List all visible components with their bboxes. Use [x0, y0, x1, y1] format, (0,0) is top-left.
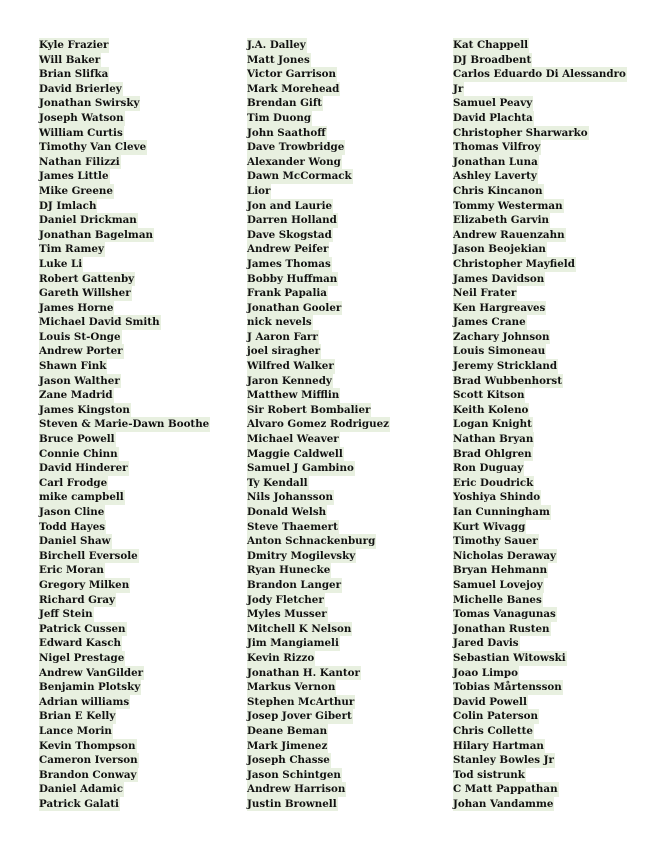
name-entry: Christopher Mayfield — [453, 257, 575, 270]
name-entry: David Hinderer — [39, 462, 128, 475]
name-entry: Zane Madrid — [39, 389, 113, 402]
name-entry: James Little — [39, 170, 109, 183]
name-entry: Sebastian Witowski — [453, 651, 566, 664]
name-entry: James Horne — [39, 301, 114, 314]
name-entry: Elizabeth Garvin — [453, 214, 550, 227]
name-entry: Mark Jimenez — [247, 739, 328, 752]
name-entry: Brandon Conway — [39, 768, 137, 781]
name-entry: J.A. Dalley — [247, 39, 306, 51]
name-entry: Keith Koleno — [453, 403, 529, 416]
name-entry: Lance Morin — [39, 724, 112, 737]
name-entry: Hilary Hartman — [453, 739, 544, 752]
name-entry: Gareth Willsher — [39, 287, 131, 300]
name-entry: Alvaro Gomez Rodriguez — [247, 418, 390, 431]
name-entry: Jeff Stein — [39, 608, 93, 621]
name-entry: DJ Imlach — [39, 199, 97, 212]
name-entry: Jim Mangiameli — [247, 637, 339, 650]
name-entry: Todd Hayes — [39, 520, 106, 533]
name-entry: Christopher Sharwarko — [453, 126, 588, 139]
name-entry: Tommy Westerman — [453, 199, 563, 212]
name-entry: Tomas Vanagunas — [453, 608, 556, 621]
name-entry: Mike Greene — [39, 184, 113, 197]
name-entry: Victor Garrison — [247, 68, 337, 81]
name-entry: Matt Jones — [247, 53, 310, 66]
name-entry: David Brierley — [39, 82, 122, 95]
name-entry: Kyle Frazier — [39, 39, 109, 51]
name-entry: Bobby Huffman — [247, 272, 338, 285]
name-entry: Dawn McCormack — [247, 170, 352, 183]
name-entry: Andrew Porter — [39, 345, 123, 358]
name-entry: Lior — [247, 184, 271, 197]
names-column-3 — [453, 38, 627, 811]
name-entry: Nigel Prestage — [39, 651, 125, 664]
name-entry: Ty Kendall — [247, 476, 308, 489]
name-entry: Stanley Bowles Jr — [453, 754, 554, 767]
name-entry: Joseph Watson — [39, 111, 124, 124]
name-entry: Dmitry Mogilevsky — [247, 549, 356, 562]
name-entry: Jaron Kennedy — [247, 374, 332, 387]
name-entry: Dave Trowbridge — [247, 141, 345, 154]
name-entry: Nils Johansson — [247, 491, 333, 504]
name-entry: Tobias Mårtensson — [453, 681, 562, 694]
name-entry: Daniel Drickman — [39, 214, 137, 227]
name-entry: Jr — [453, 82, 464, 95]
name-entry: Johan Vandamme — [453, 797, 554, 810]
name-entry: Jason Schintgen — [247, 768, 341, 781]
name-entry: Wilfred Walker — [247, 360, 334, 373]
name-entry: Colin Paterson — [453, 710, 538, 723]
name-entry: DJ Broadbent — [453, 53, 532, 66]
name-entry: Gregory Milken — [39, 578, 130, 591]
name-entry: David Plachta — [453, 111, 533, 124]
name-entry: Matthew Mifflin — [247, 389, 340, 402]
name-entry: Alexander Wong — [247, 155, 341, 168]
name-entry: Jonathan Swirsky — [39, 97, 140, 110]
name-entry: Ryan Hunecke — [247, 564, 331, 577]
name-entry: Andrew Peifer — [247, 243, 329, 256]
name-entry: Neil Frater — [453, 287, 517, 300]
name-entry: Ken Hargreaves — [453, 301, 546, 314]
name-entry: Brad Wubbenhorst — [453, 374, 562, 387]
name-entry: Ron Duguay — [453, 462, 524, 475]
name-entry: Jonathan Gooler — [247, 301, 342, 314]
name-entry: Brendan Gift — [247, 97, 322, 110]
name-entry: Patrick Galati — [39, 797, 119, 810]
name-entry: Jonathan H. Kantor — [247, 666, 360, 679]
name-entry: Bruce Powell — [39, 433, 115, 446]
name-entry: Chris Collette — [453, 724, 533, 737]
name-entry: Jonathan Bagelman — [39, 228, 153, 241]
name-entry: Bryan Hehmann — [453, 564, 548, 577]
name-entry: Ian Cunningham — [453, 506, 550, 518]
name-entry: Joao Limpo — [453, 666, 518, 679]
name-entry: Nathan Bryan — [453, 433, 534, 446]
name-entry: J Aaron Farr — [247, 330, 318, 343]
name-entry: James Kingston — [39, 403, 130, 416]
name-entry: James Thomas — [247, 257, 331, 270]
name-entry: Jon and Laurie — [247, 199, 333, 212]
name-entry: Samuel Peavy — [453, 97, 533, 110]
name-entry: mike campbell — [39, 491, 124, 504]
name-entry: Shawn Fink — [39, 360, 107, 373]
name-entry: joel siragher — [247, 345, 321, 358]
name-entry: Stephen McArthur — [247, 695, 355, 708]
name-entry: Cameron Iverson — [39, 754, 138, 767]
name-entry: John Saathoff — [247, 126, 326, 139]
name-entry: Timothy Sauer — [453, 535, 538, 548]
name-entry: Steve Thaemert — [247, 520, 338, 533]
name-entry: Brandon Langer — [247, 578, 341, 591]
name-entry: Adrian williams — [39, 695, 130, 708]
name-entry: Zachary Johnson — [453, 330, 550, 343]
name-entry: Josep Jover Gibert — [247, 710, 352, 723]
name-entry: Sir Robert Bombalier — [247, 403, 371, 416]
name-entry: Jared Davis — [453, 637, 519, 650]
name-entry: Justin Brownell — [247, 797, 337, 810]
name-entry: Louis St-Onge — [39, 330, 121, 343]
name-entry: Jeremy Strickland — [453, 360, 558, 373]
name-entry: Connie Chinn — [39, 447, 118, 460]
name-entry: Birchell Eversole — [39, 549, 138, 562]
name-entry: Mitchell K Nelson — [247, 622, 352, 635]
name-entry: Andrew Rauenzahn — [453, 228, 565, 241]
name-entry: Frank Papalia — [247, 287, 327, 300]
name-entry: Jody Fletcher — [247, 593, 324, 606]
name-entry: Carl Frodge — [39, 476, 108, 489]
name-entry: Benjamin Plotsky — [39, 681, 141, 694]
name-entry: James Davidson — [453, 272, 545, 285]
name-entry: Michael David Smith — [39, 316, 160, 329]
name-entry: Samuel Lovejoy — [453, 578, 543, 591]
name-entry: Joseph Chasse — [247, 754, 330, 767]
name-entry: Michelle Banes — [453, 593, 542, 606]
name-entry: Thomas Vilfroy — [453, 141, 541, 154]
name-entry: Darren Holland — [247, 214, 337, 227]
name-entry: Daniel Adamic — [39, 783, 123, 796]
name-entry: Donald Welsh — [247, 506, 327, 518]
name-entry: Samuel J Gambino — [247, 462, 354, 475]
name-entry: Jason Beojekian — [453, 243, 546, 256]
name-entry: Anton Schnackenburg — [247, 535, 376, 548]
name-entry: William Curtis — [39, 126, 123, 139]
name-entry: Yoshiya Shindo — [453, 491, 541, 504]
name-entry: Dave Skogstad — [247, 228, 332, 241]
name-entry: Jason Walther — [39, 374, 120, 387]
name-entry: nick nevels — [247, 316, 312, 329]
name-entry: Logan Knight — [453, 418, 532, 431]
name-entry: Myles Musser — [247, 608, 327, 621]
name-entry: Brian E Kelly — [39, 710, 116, 723]
name-entry: Markus Vernon — [247, 681, 336, 694]
name-entry: Tim Ramey — [39, 243, 104, 256]
name-entry: Edward Kasch — [39, 637, 121, 650]
name-entry: Kurt Wivagg — [453, 520, 526, 533]
name-entry: Jonathan Luna — [453, 155, 538, 168]
name-entry: Nathan Filizzi — [39, 155, 120, 168]
name-entry: Tim Duong — [247, 111, 312, 124]
name-entry: Timothy Van Cleve — [39, 141, 147, 154]
name-entry: Deane Beman — [247, 724, 328, 737]
name-entry: James Crane — [453, 316, 526, 329]
name-entry: Steven & Marie-Dawn Boothe — [39, 418, 210, 431]
name-entry: Nicholas Deraway — [453, 549, 557, 562]
name-entry: Robert Gattenby — [39, 272, 135, 285]
name-entry: Daniel Shaw — [39, 535, 111, 548]
name-entry: C Matt Pappathan — [453, 783, 558, 796]
name-entry: Tod sistrunk — [453, 768, 525, 781]
name-entry: Ashley Laverty — [453, 170, 537, 183]
name-entry: Michael Weaver — [247, 433, 339, 446]
name-entry: Eric Doudrick — [453, 476, 534, 489]
name-entry: Mark Morehead — [247, 82, 340, 95]
name-entry: Kevin Thompson — [39, 739, 136, 752]
name-entry: Patrick Cussen — [39, 622, 126, 635]
name-entry: Luke Li — [39, 257, 83, 270]
name-entry: Jonathan Rusten — [453, 622, 550, 635]
name-entry: Andrew VanGilder — [39, 666, 144, 679]
name-entry: Jason Cline — [39, 506, 105, 518]
name-entry: Kevin Rizzo — [247, 651, 315, 664]
name-entry: Kat Chappell — [453, 39, 529, 51]
name-entry: Brian Slifka — [39, 68, 109, 81]
name-entry: Richard Gray — [39, 593, 115, 606]
name-entry: David Powell — [453, 695, 527, 708]
name-entry: Louis Simoneau — [453, 345, 546, 358]
name-entry: Will Baker — [39, 53, 101, 66]
name-entry: Eric Moran — [39, 564, 104, 577]
names-column-2 — [247, 38, 390, 811]
name-entry: Andrew Harrison — [247, 783, 346, 796]
name-entry: Scott Kitson — [453, 389, 525, 402]
name-entry: Brad Ohlgren — [453, 447, 532, 460]
name-entry: Chris Kincanon — [453, 184, 543, 197]
name-entry: Carlos Eduardo Di Alessandro — [453, 68, 626, 81]
name-entry: Maggie Caldwell — [247, 447, 343, 460]
names-column-1 — [39, 38, 210, 811]
